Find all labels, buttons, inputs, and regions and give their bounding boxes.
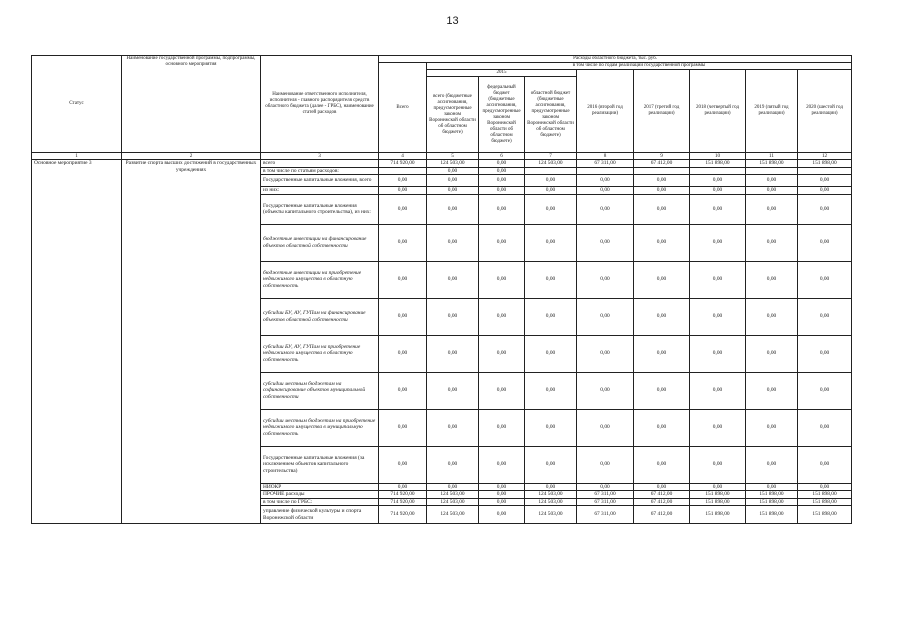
- value-cell: 0,00: [690, 187, 746, 194]
- value-cell: 67 311,00: [577, 498, 634, 505]
- header-program-name: Наименование государственной программы, подпрограммы, основного мероприятия: [122, 56, 261, 153]
- value-cell: 0,00: [427, 483, 479, 490]
- value-cell: [634, 167, 690, 174]
- value-cell: 0,00: [479, 175, 525, 187]
- row-label: в том числе по статьям расходов:: [261, 167, 379, 174]
- value-cell: 714 920,00: [379, 491, 427, 498]
- value-cell: 0,00: [798, 187, 852, 194]
- status-cell: Основное мероприятие 3: [32, 160, 122, 524]
- value-cell: 0,00: [746, 372, 798, 409]
- value-cell: 0,00: [798, 194, 852, 224]
- value-cell: 0,00: [427, 167, 479, 174]
- value-cell: 124 503,00: [525, 491, 577, 498]
- value-cell: 124 503,00: [427, 506, 479, 524]
- value-cell: 0,00: [634, 409, 690, 446]
- value-cell: 124 503,00: [525, 160, 577, 167]
- value-cell: [690, 167, 746, 174]
- value-cell: 0,00: [690, 372, 746, 409]
- value-cell: 0,00: [746, 409, 798, 446]
- col-number: 5: [427, 153, 479, 160]
- value-cell: 0,00: [479, 194, 525, 224]
- value-cell: 0,00: [379, 483, 427, 490]
- value-cell: 0,00: [634, 175, 690, 187]
- value-cell: [798, 167, 852, 174]
- row-label: субсидии местным бюджетам на приобретение недвижимого имущества в муниципальную собственность: [261, 409, 379, 446]
- value-cell: [379, 167, 427, 174]
- value-cell: 0,00: [634, 446, 690, 483]
- row-label: субсидии БУ, АУ, ГУПам на финансирование объектов областной собственности: [261, 298, 379, 335]
- value-cell: 0,00: [634, 298, 690, 335]
- header-2015-total: всего (бюджетные ассигнования, предусмотренные законом Воронежской области об областном бюджете): [427, 77, 479, 153]
- header-expenses-title: Расходы областного бюджета, тыс. руб.: [379, 56, 852, 63]
- value-cell: 0,00: [479, 409, 525, 446]
- value-cell: 124 503,00: [427, 160, 479, 167]
- header-total: Всего: [379, 63, 427, 153]
- value-cell: 0,00: [577, 446, 634, 483]
- value-cell: 0,00: [479, 335, 525, 372]
- col-number: 12: [798, 153, 852, 160]
- value-cell: 0,00: [525, 483, 577, 490]
- value-cell: 151 898,00: [690, 491, 746, 498]
- value-cell: 0,00: [577, 372, 634, 409]
- value-cell: 0,00: [427, 194, 479, 224]
- value-cell: 0,00: [525, 372, 577, 409]
- value-cell: 0,00: [427, 261, 479, 298]
- col-number: 2: [122, 153, 261, 160]
- value-cell: 67 412,00: [634, 160, 690, 167]
- value-cell: 0,00: [525, 298, 577, 335]
- col-number: 7: [525, 153, 577, 160]
- value-cell: 0,00: [479, 498, 525, 505]
- value-cell: 0,00: [525, 224, 577, 261]
- value-cell: 0,00: [634, 194, 690, 224]
- value-cell: 0,00: [525, 409, 577, 446]
- value-cell: 0,00: [746, 298, 798, 335]
- value-cell: 0,00: [427, 446, 479, 483]
- value-cell: 0,00: [690, 261, 746, 298]
- row-label: в том числе по ГРБС:: [261, 498, 379, 505]
- value-cell: 0,00: [690, 446, 746, 483]
- value-cell: 0,00: [379, 187, 427, 194]
- col-number: 10: [690, 153, 746, 160]
- value-cell: 0,00: [379, 298, 427, 335]
- value-cell: 0,00: [479, 261, 525, 298]
- value-cell: 0,00: [746, 224, 798, 261]
- value-cell: 151 898,00: [798, 506, 852, 524]
- col-number: 3: [261, 153, 379, 160]
- value-cell: 714 920,00: [379, 160, 427, 167]
- value-cell: 0,00: [525, 335, 577, 372]
- value-cell: 124 503,00: [525, 506, 577, 524]
- budget-table: [31, 55, 852, 524]
- value-cell: 0,00: [798, 446, 852, 483]
- value-cell: 0,00: [798, 483, 852, 490]
- value-cell: 0,00: [525, 194, 577, 224]
- header-2018: 2018 (четвертый год реализации): [690, 70, 746, 153]
- row-label: управление физической культуры и спорта Воронежской области: [261, 506, 379, 524]
- value-cell: 0,00: [479, 187, 525, 194]
- value-cell: 0,00: [690, 194, 746, 224]
- header-status: Статус: [32, 56, 122, 153]
- value-cell: 0,00: [479, 160, 525, 167]
- header-year-2015: 2015: [427, 70, 577, 77]
- value-cell: [577, 167, 634, 174]
- value-cell: 0,00: [577, 335, 634, 372]
- value-cell: 0,00: [525, 175, 577, 187]
- value-cell: 151 898,00: [690, 498, 746, 505]
- value-cell: 0,00: [479, 491, 525, 498]
- value-cell: 0,00: [427, 175, 479, 187]
- value-cell: 0,00: [427, 372, 479, 409]
- value-cell: 0,00: [746, 335, 798, 372]
- value-cell: 0,00: [479, 298, 525, 335]
- value-cell: 0,00: [379, 194, 427, 224]
- value-cell: 0,00: [690, 483, 746, 490]
- value-cell: 0,00: [577, 194, 634, 224]
- value-cell: 0,00: [577, 187, 634, 194]
- value-cell: 124 503,00: [427, 491, 479, 498]
- row-label: из них:: [261, 187, 379, 194]
- value-cell: 67 412,00: [634, 491, 690, 498]
- value-cell: 0,00: [379, 409, 427, 446]
- value-cell: 0,00: [690, 224, 746, 261]
- value-cell: 151 898,00: [746, 491, 798, 498]
- value-cell: [525, 167, 577, 174]
- header-2020: 2020 (шестой год реализации): [798, 70, 852, 153]
- header-executor: Наименование ответственного исполнителя, исполнителя - главного распорядителя средств областного бюджета (далее - ГРБС), наименование статей расходов: [261, 56, 379, 153]
- value-cell: 151 898,00: [798, 498, 852, 505]
- value-cell: 0,00: [577, 175, 634, 187]
- col-number: 6: [479, 153, 525, 160]
- value-cell: 124 503,00: [427, 498, 479, 505]
- value-cell: 0,00: [379, 175, 427, 187]
- value-cell: 151 898,00: [746, 498, 798, 505]
- value-cell: 0,00: [690, 298, 746, 335]
- row-label: субсидии БУ, АУ, ГУПам на приобретение недвижимого имущества в областную собственность: [261, 335, 379, 372]
- header-2015-federal: федеральный бюджет (бюджетные ассигнования, предусмотренные законом Воронежской области об областном бюджете): [479, 77, 525, 153]
- value-cell: 0,00: [525, 261, 577, 298]
- value-cell: 0,00: [746, 194, 798, 224]
- value-cell: 0,00: [427, 187, 479, 194]
- value-cell: 0,00: [798, 335, 852, 372]
- value-cell: 0,00: [577, 298, 634, 335]
- value-cell: 0,00: [798, 261, 852, 298]
- header-2015-regional: областной бюджет (бюджетные ассигнования, предусмотренные законом Воронежской области об областном бюджете): [525, 77, 577, 153]
- value-cell: 0,00: [690, 175, 746, 187]
- value-cell: 124 503,00: [525, 498, 577, 505]
- row-label: всего: [261, 160, 379, 167]
- value-cell: 0,00: [577, 224, 634, 261]
- value-cell: 0,00: [690, 409, 746, 446]
- value-cell: 0,00: [427, 298, 479, 335]
- value-cell: 67 412,00: [634, 498, 690, 505]
- value-cell: 0,00: [479, 506, 525, 524]
- col-number: 1: [32, 153, 122, 160]
- value-cell: 0,00: [577, 409, 634, 446]
- value-cell: 151 898,00: [690, 160, 746, 167]
- value-cell: 0,00: [634, 224, 690, 261]
- col-number: 9: [634, 153, 690, 160]
- value-cell: 0,00: [577, 261, 634, 298]
- value-cell: 0,00: [798, 298, 852, 335]
- value-cell: 714 920,00: [379, 498, 427, 505]
- header-2016: 2016 (второй год реализации): [577, 70, 634, 153]
- value-cell: 0,00: [479, 224, 525, 261]
- row-label: субсидии местным бюджетам на софинансирование объектов муниципальной собственности: [261, 372, 379, 409]
- value-cell: 0,00: [479, 372, 525, 409]
- col-number: 4: [379, 153, 427, 160]
- value-cell: 0,00: [379, 261, 427, 298]
- value-cell: 0,00: [634, 372, 690, 409]
- value-cell: 0,00: [746, 483, 798, 490]
- value-cell: 0,00: [798, 175, 852, 187]
- value-cell: 0,00: [525, 187, 577, 194]
- value-cell: 0,00: [746, 187, 798, 194]
- header-2017: 2017 (третий год реализации): [634, 70, 690, 153]
- value-cell: 151 898,00: [798, 160, 852, 167]
- page-number: 13: [446, 15, 459, 27]
- value-cell: 0,00: [634, 261, 690, 298]
- value-cell: 67 311,00: [577, 506, 634, 524]
- value-cell: 0,00: [479, 446, 525, 483]
- value-cell: 151 898,00: [746, 506, 798, 524]
- value-cell: 0,00: [798, 372, 852, 409]
- col-number: 11: [746, 153, 798, 160]
- header-2019: 2019 (пятый год реализации): [746, 70, 798, 153]
- row-label: бюджетные инвестиции на финансирование объектов областной собственности: [261, 224, 379, 261]
- value-cell: 151 898,00: [690, 506, 746, 524]
- value-cell: 0,00: [427, 224, 479, 261]
- value-cell: [746, 167, 798, 174]
- row-label: Государственные капитальные вложения (объекты капитального строительства), из них:: [261, 194, 379, 224]
- value-cell: 0,00: [379, 335, 427, 372]
- value-cell: 0,00: [427, 335, 479, 372]
- col-number: 8: [577, 153, 634, 160]
- value-cell: 67 412,00: [634, 506, 690, 524]
- value-cell: 0,00: [479, 167, 525, 174]
- row-label: НИОКР: [261, 483, 379, 490]
- program-cell: Развитие спорта высших достижений в государственных учреждениях: [122, 160, 261, 524]
- row-label: Государственные капитальные вложения (за исключением объектов капитального строительства): [261, 446, 379, 483]
- value-cell: 0,00: [577, 483, 634, 490]
- value-cell: 0,00: [746, 446, 798, 483]
- value-cell: 0,00: [798, 224, 852, 261]
- value-cell: 0,00: [379, 224, 427, 261]
- value-cell: 0,00: [379, 446, 427, 483]
- value-cell: 0,00: [746, 175, 798, 187]
- value-cell: 151 898,00: [798, 491, 852, 498]
- value-cell: 0,00: [379, 372, 427, 409]
- row-label: бюджетные инвестиции на приобретение недвижимого имущества в областную собственность: [261, 261, 379, 298]
- value-cell: 0,00: [634, 483, 690, 490]
- value-cell: 67 311,00: [577, 160, 634, 167]
- value-cell: 0,00: [479, 483, 525, 490]
- table-row: [32, 160, 852, 167]
- row-label: ПРОЧИЕ расходы: [261, 491, 379, 498]
- value-cell: 67 311,00: [577, 491, 634, 498]
- value-cell: 0,00: [746, 261, 798, 298]
- value-cell: 0,00: [634, 187, 690, 194]
- value-cell: 714 920,00: [379, 506, 427, 524]
- value-cell: 0,00: [634, 335, 690, 372]
- value-cell: 151 898,00: [746, 160, 798, 167]
- value-cell: 0,00: [525, 446, 577, 483]
- row-label: Государственные капитальные вложения, всего: [261, 175, 379, 187]
- value-cell: 0,00: [798, 409, 852, 446]
- value-cell: 0,00: [427, 409, 479, 446]
- value-cell: 0,00: [690, 335, 746, 372]
- header-by-years: в том числе по годам реализации государственной программы: [427, 63, 852, 70]
